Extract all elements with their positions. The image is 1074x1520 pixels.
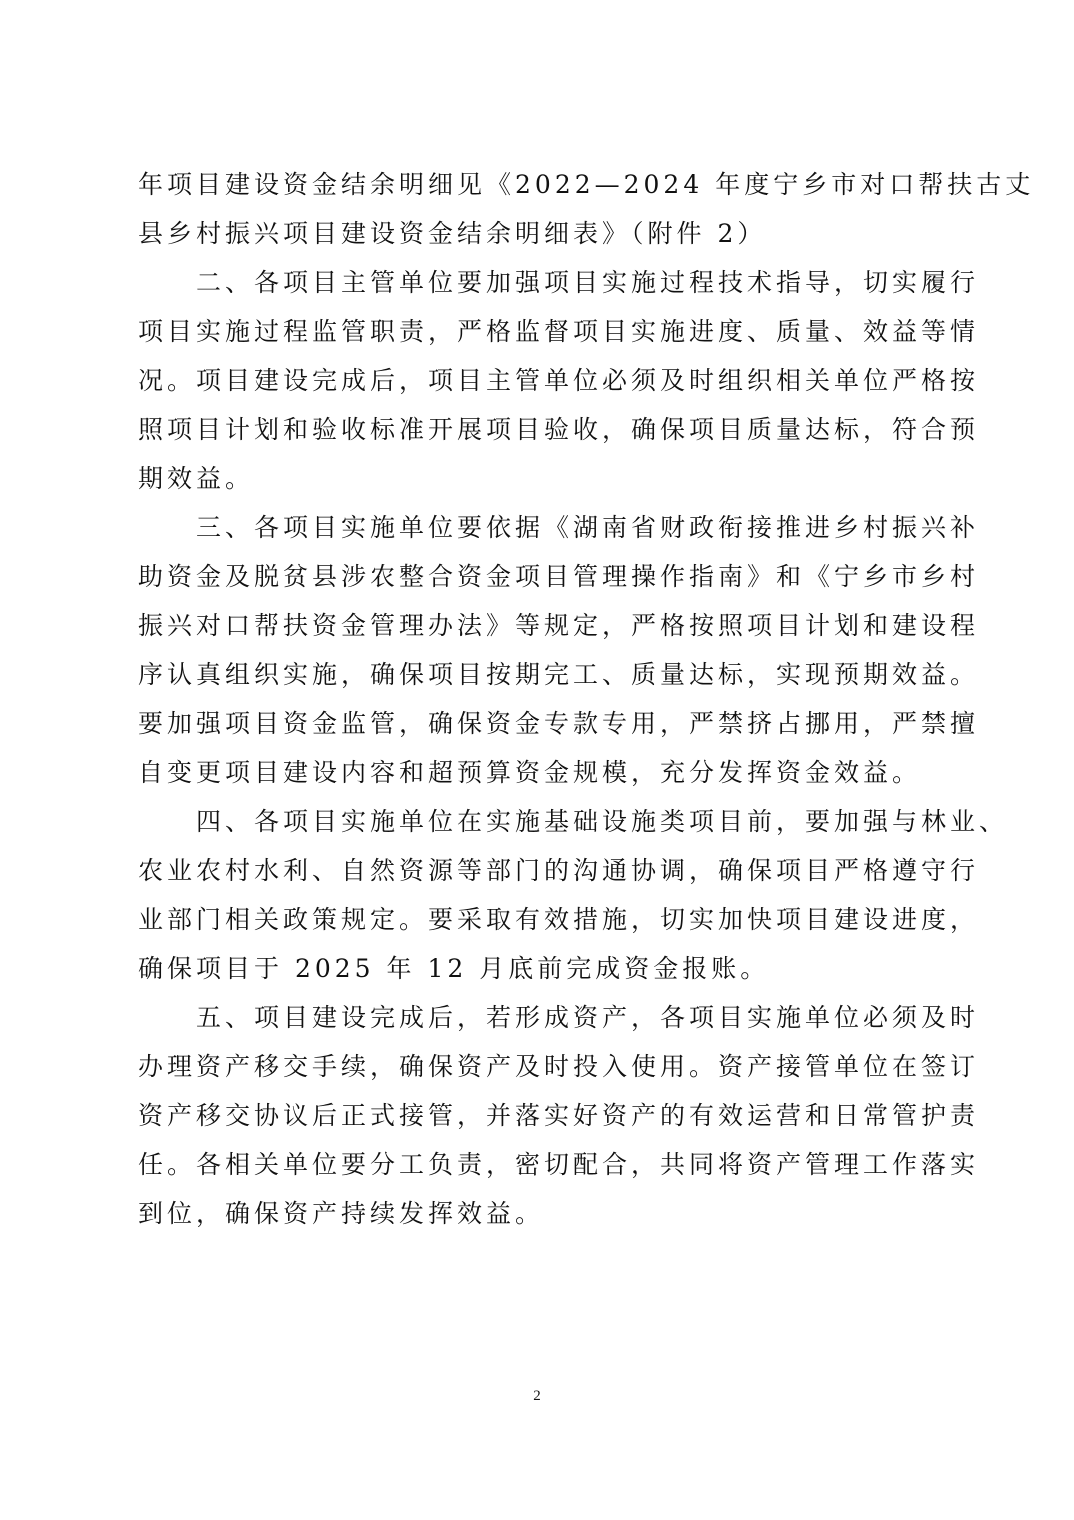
- text-line: 县乡村振兴项目建设资金结余明细表》（附件 2）: [138, 219, 767, 248]
- text-line: 振兴对口帮扶资金管理办法》等规定，严格按照项目计划和建设程: [138, 611, 980, 640]
- text-line: 项目实施过程监管职责，严格监督项目实施进度、质量、效益等情: [138, 317, 980, 346]
- text-line: 三、各项目实施单位要依据《湖南省财政衔接推进乡村振兴补: [138, 513, 980, 542]
- text-line: 年项目建设资金结余明细见《2022—2024 年度宁乡市对口帮扶古丈: [138, 170, 1035, 199]
- text-line: 确保项目于 2025 年 12 月底前完成资金报账。: [138, 954, 770, 983]
- paragraph-1: [138, 160, 1035, 258]
- text-line: 业部门相关政策规定。要采取有效措施，切实加快项目建设进度，: [138, 905, 980, 934]
- text-line: 到位，确保资产持续发挥效益。: [138, 1199, 545, 1228]
- paragraph-2: [138, 258, 980, 503]
- text-line: 任。各相关单位要分工负责，密切配合，共同将资产管理工作落实: [138, 1150, 980, 1179]
- text-line: 自变更项目建设内容和超预算资金规模，充分发挥资金效益。: [138, 758, 922, 787]
- text-line: 五、项目建设完成后，若形成资产，各项目实施单位必须及时: [138, 1003, 980, 1032]
- text-line: 二、各项目主管单位要加强项目实施过程技术指导，切实履行: [138, 268, 980, 297]
- body-text: [138, 160, 1035, 1238]
- text-line: 期效益。: [138, 464, 255, 493]
- text-line: 序认真组织实施，确保项目按期完工、质量达标，实现预期效益。: [138, 660, 980, 689]
- text-line: 资产移交协议后正式接管，并落实好资产的有效运营和日常管护责: [138, 1101, 980, 1130]
- paragraph-5: [138, 993, 980, 1238]
- paragraph-3: [138, 503, 980, 797]
- text-line: 况。项目建设完成后，项目主管单位必须及时组织相关单位严格按: [138, 366, 980, 395]
- text-line: 要加强项目资金监管，确保资金专款专用，严禁挤占挪用，严禁擅: [138, 709, 980, 738]
- page-number: 2: [533, 1388, 541, 1404]
- text-line: 照项目计划和验收标准开展项目验收，确保项目质量达标，符合预: [138, 415, 980, 444]
- paragraph-4: [138, 797, 1009, 993]
- text-line: 农业农村水利、自然资源等部门的沟通协调，确保项目严格遵守行: [138, 856, 980, 885]
- text-line: 助资金及脱贫县涉农整合资金项目管理操作指南》和《宁乡市乡村: [138, 562, 980, 591]
- text-line: 四、各项目实施单位在实施基础设施类项目前，要加强与林业、: [138, 807, 1009, 836]
- text-line: 办理资产移交手续，确保资产及时投入使用。资产接管单位在签订: [138, 1052, 980, 1081]
